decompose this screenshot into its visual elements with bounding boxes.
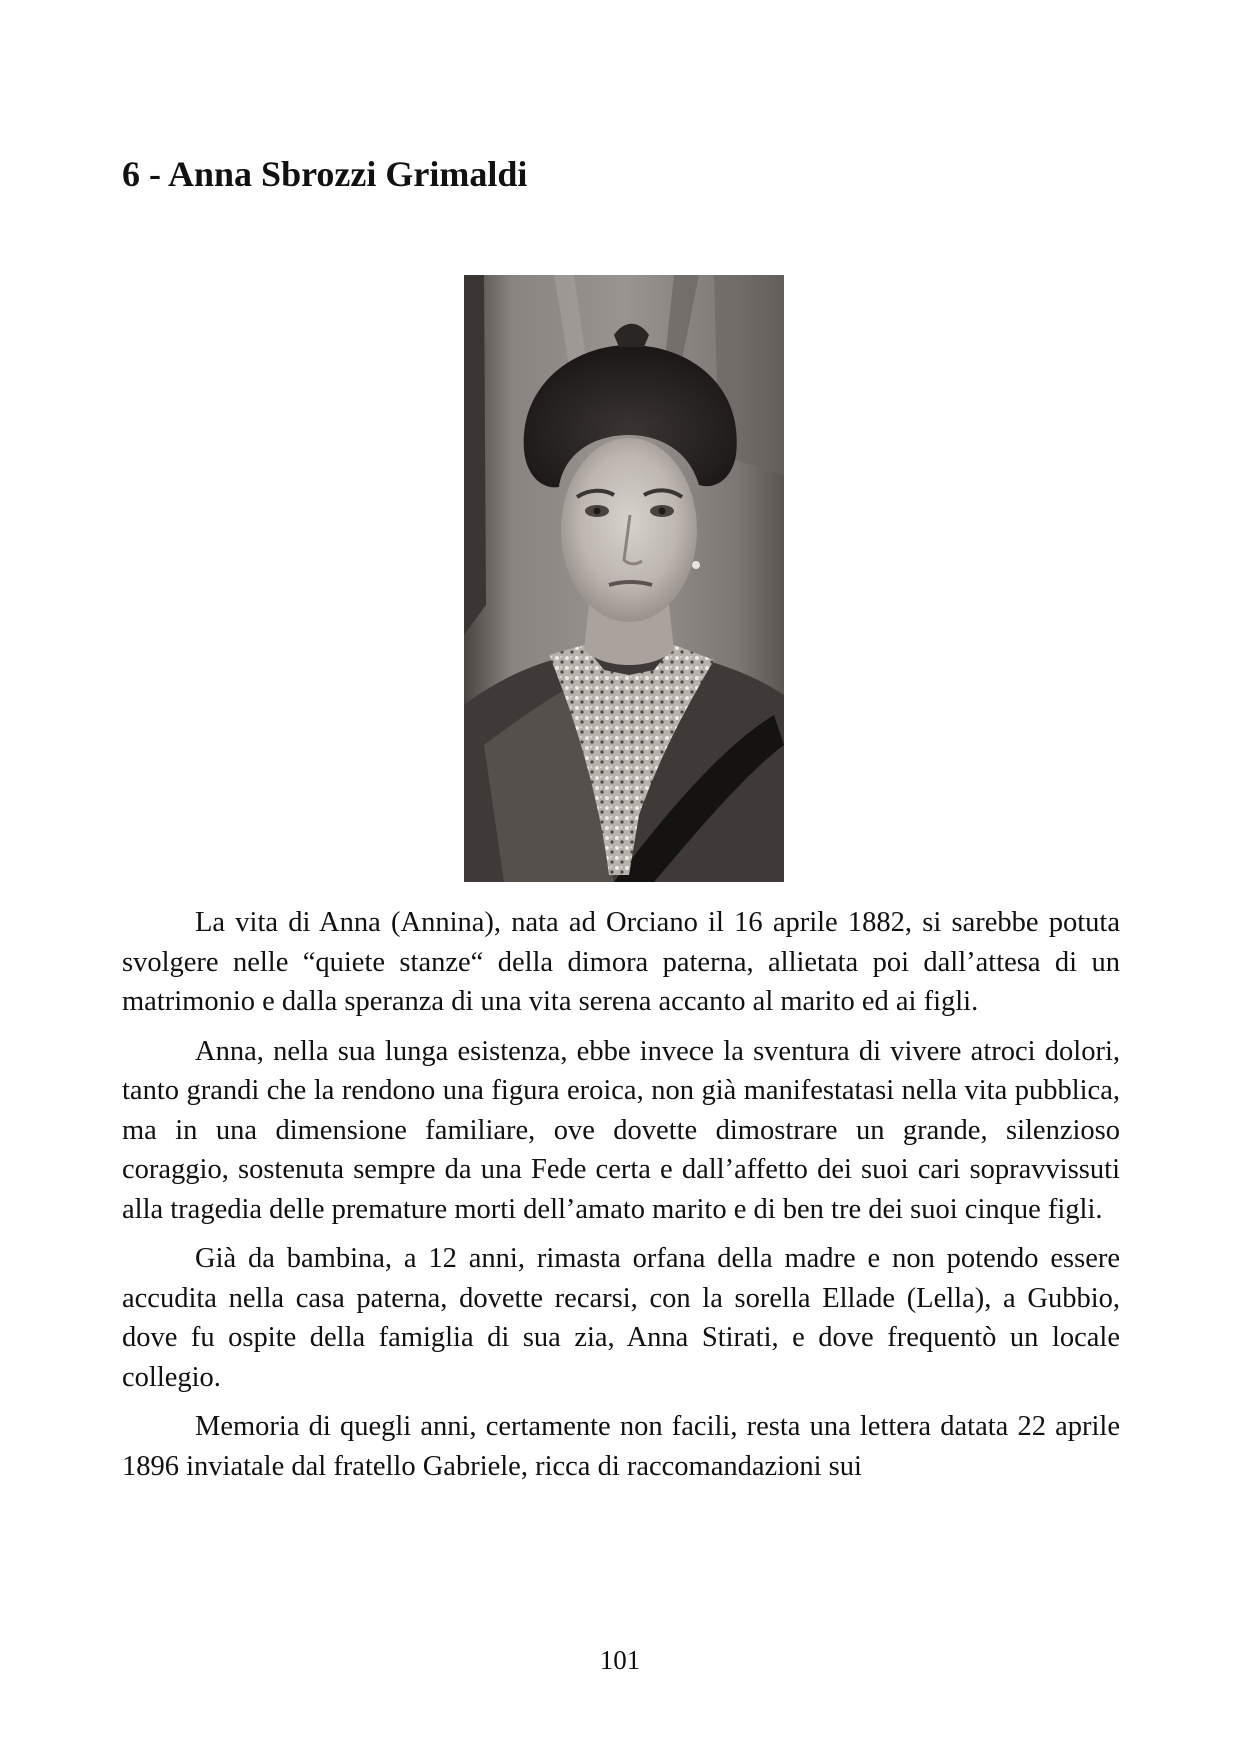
paragraph-1: La vita di Anna (Annina), nata ad Orciano il 16 aprile 1882, si sarebbe potuta svolgere nelle “quiete stanze“ della dimora paterna, allietata poi dall’attesa di un matrimonio e dalla speranza di una vita serena accanto al marito ed ai figli. [122, 907, 1120, 1017]
paragraph-3: Già da bambina, a 12 anni, rimasta orfana della madre e non potendo essere accudita nella casa paterna, dovette recarsi, con la sorella Ellade (Lella), a Gubbio, dove fu ospite della famiglia di sua zia, Anna Stirati, e dove frequentò un locale collegio. [122, 1243, 1120, 1393]
page-number: 101 [599, 1645, 641, 1675]
paragraph-4: Memoria di quegli anni, certamente non facili, resta una lettera datata 22 aprile 1896 inviatale dal fratello Gabriele, ricca di raccomandazioni sui [122, 1411, 1120, 1482]
chapter-title: 6 - Anna Sbrozzi Grimaldi [122, 154, 528, 194]
body-text [122, 903, 1120, 1496]
paragraph-2: Anna, nella sua lunga esistenza, ebbe invece la sventura di vivere atroci dolori, tanto grandi che la rendono una figura eroica, non già manifestatasi nella vita pubblica, ma in una dimensione familiare, ove dovette dimostrare un grande, silenzioso coraggio, sostenuta sempre da una Fede certa e dall’affetto dei suoi cari sopravvissuti alla tragedia delle premature morti dell’amato marito e di ben tre dei suoi cinque figli. [122, 1035, 1120, 1225]
portrait-photo [464, 275, 784, 882]
portrait-photo-image [464, 275, 784, 882]
